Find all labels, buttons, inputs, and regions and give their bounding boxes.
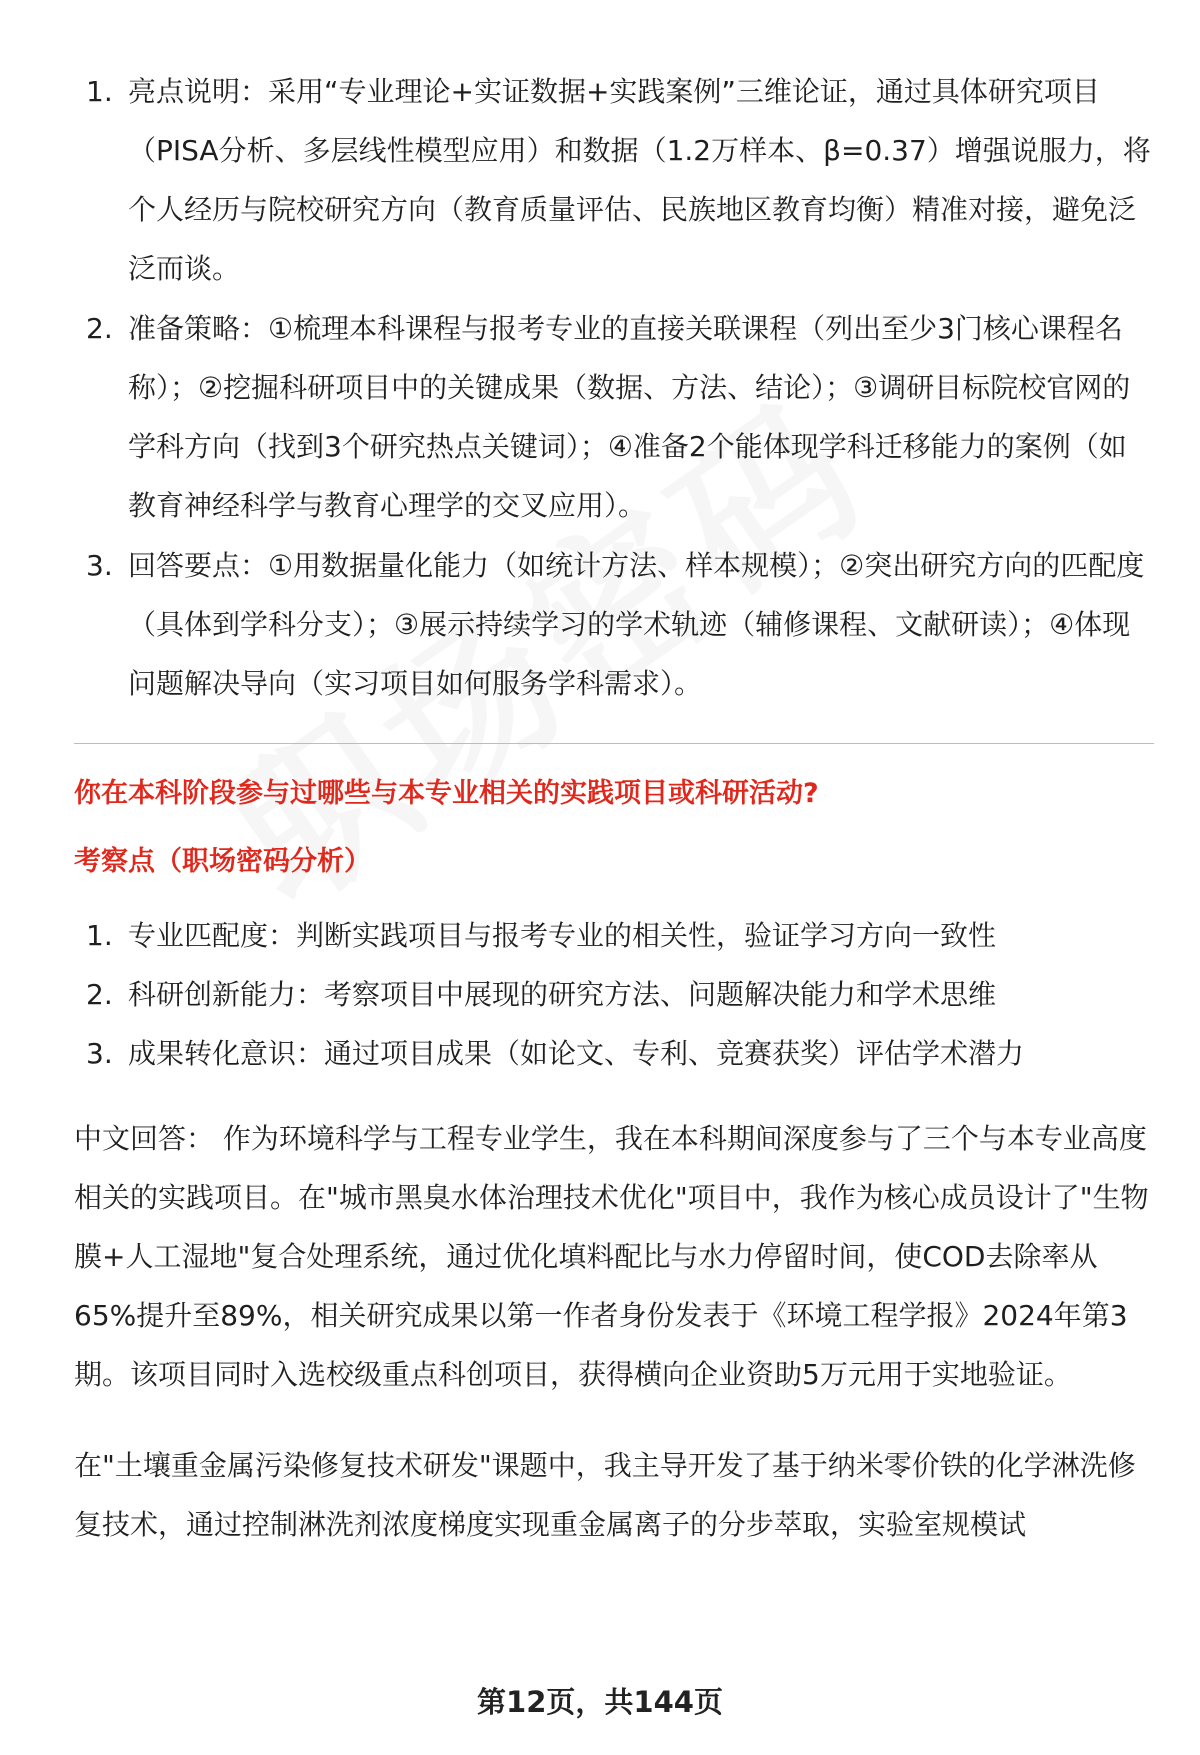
list-text: 专业匹配度：判断实践项目与报考专业的相关性，验证学习方向一致性	[128, 919, 997, 952]
list-text: 准备策略：①梳理本科课程与报考专业的直接关联课程（列出至少3门核心课程名称）；②挖掘科研项目中的关键成果（数据、方法、结论）；③调研目标院校官网的学科方向（找到3个研究热点关键词）；④准备2个能体现学科迁移能力的案例（如教育神经科学与教育心理学的交叉应用）。	[128, 312, 1131, 522]
list-text: 亮点说明：采用“专业理论+实证数据+实践案例”三维论证，通过具体研究项目（PISA分析、多层线性模型应用）和数据（1.2万样本、β=0.37）增强说服力，将个人经历与院校研究方向（教育质量评估、民族地区教育均衡）精准对接，避免泛泛而谈。	[128, 75, 1151, 285]
list-item	[74, 299, 1154, 535]
page-footer: 第12页，共144页	[477, 1685, 723, 1719]
list-text: 成果转化意识：通过项目成果（如论文、专利、竞赛获奖）评估学术潜力	[128, 1037, 1025, 1070]
list-item	[74, 906, 1154, 965]
list-item	[74, 536, 1154, 713]
list-number: 2.	[86, 978, 113, 1011]
list-text: 科研创新能力：考察项目中展现的研究方法、问题解决能力和学术思维	[128, 978, 997, 1011]
question-heading: 你在本科阶段参与过哪些与本专业相关的实践项目或科研活动?	[74, 778, 819, 809]
section-divider	[74, 743, 1154, 744]
answer-paragraph: 中文回答： 作为环境科学与工程专业学生，我在本科期间深度参与了三个与本专业高度相关的实践项目。在"城市黑臭水体治理技术优化"项目中，我作为核心成员设计了"生物膜+人工湿地"复合处理系统，通过优化填料配比与水力停留时间，使COD去除率从65%提升至89%，相关研究成果以第一作者身份发表于《环境工程学报》2024年第3期。该项目同时入选校级重点科创项目，获得横向企业资助5万元用于实地验证。	[74, 1122, 1149, 1391]
list-number: 1.	[86, 919, 113, 952]
answer-paragraph-continued: 在"土壤重金属污染修复技术研发"课题中，我主导开发了基于纳米零价铁的化学淋洗修复技术，通过控制淋洗剂浓度梯度实现重金属离子的分步萃取，实验室规模试	[74, 1449, 1136, 1541]
list-item	[74, 62, 1154, 298]
list-number: 1.	[86, 75, 113, 108]
list-text: 回答要点：①用数据量化能力（如统计方法、样本规模）；②突出研究方向的匹配度（具体到学科分支）；③展示持续学习的学术轨迹（辅修课程、文献研读）；④体现问题解决导向（实习项目如何服务学科需求）。	[128, 549, 1145, 700]
list-item	[74, 965, 1154, 1024]
list-number: 3.	[86, 1037, 113, 1070]
list-number: 3.	[86, 549, 113, 582]
assessment-subheading: 考察点（职场密码分析）	[74, 846, 371, 877]
list-number: 2.	[86, 312, 113, 345]
list-item	[74, 1024, 1154, 1083]
assessment-points-list	[74, 906, 1154, 1083]
document-body	[74, 62, 1154, 1554]
top-numbered-list	[74, 62, 1154, 713]
